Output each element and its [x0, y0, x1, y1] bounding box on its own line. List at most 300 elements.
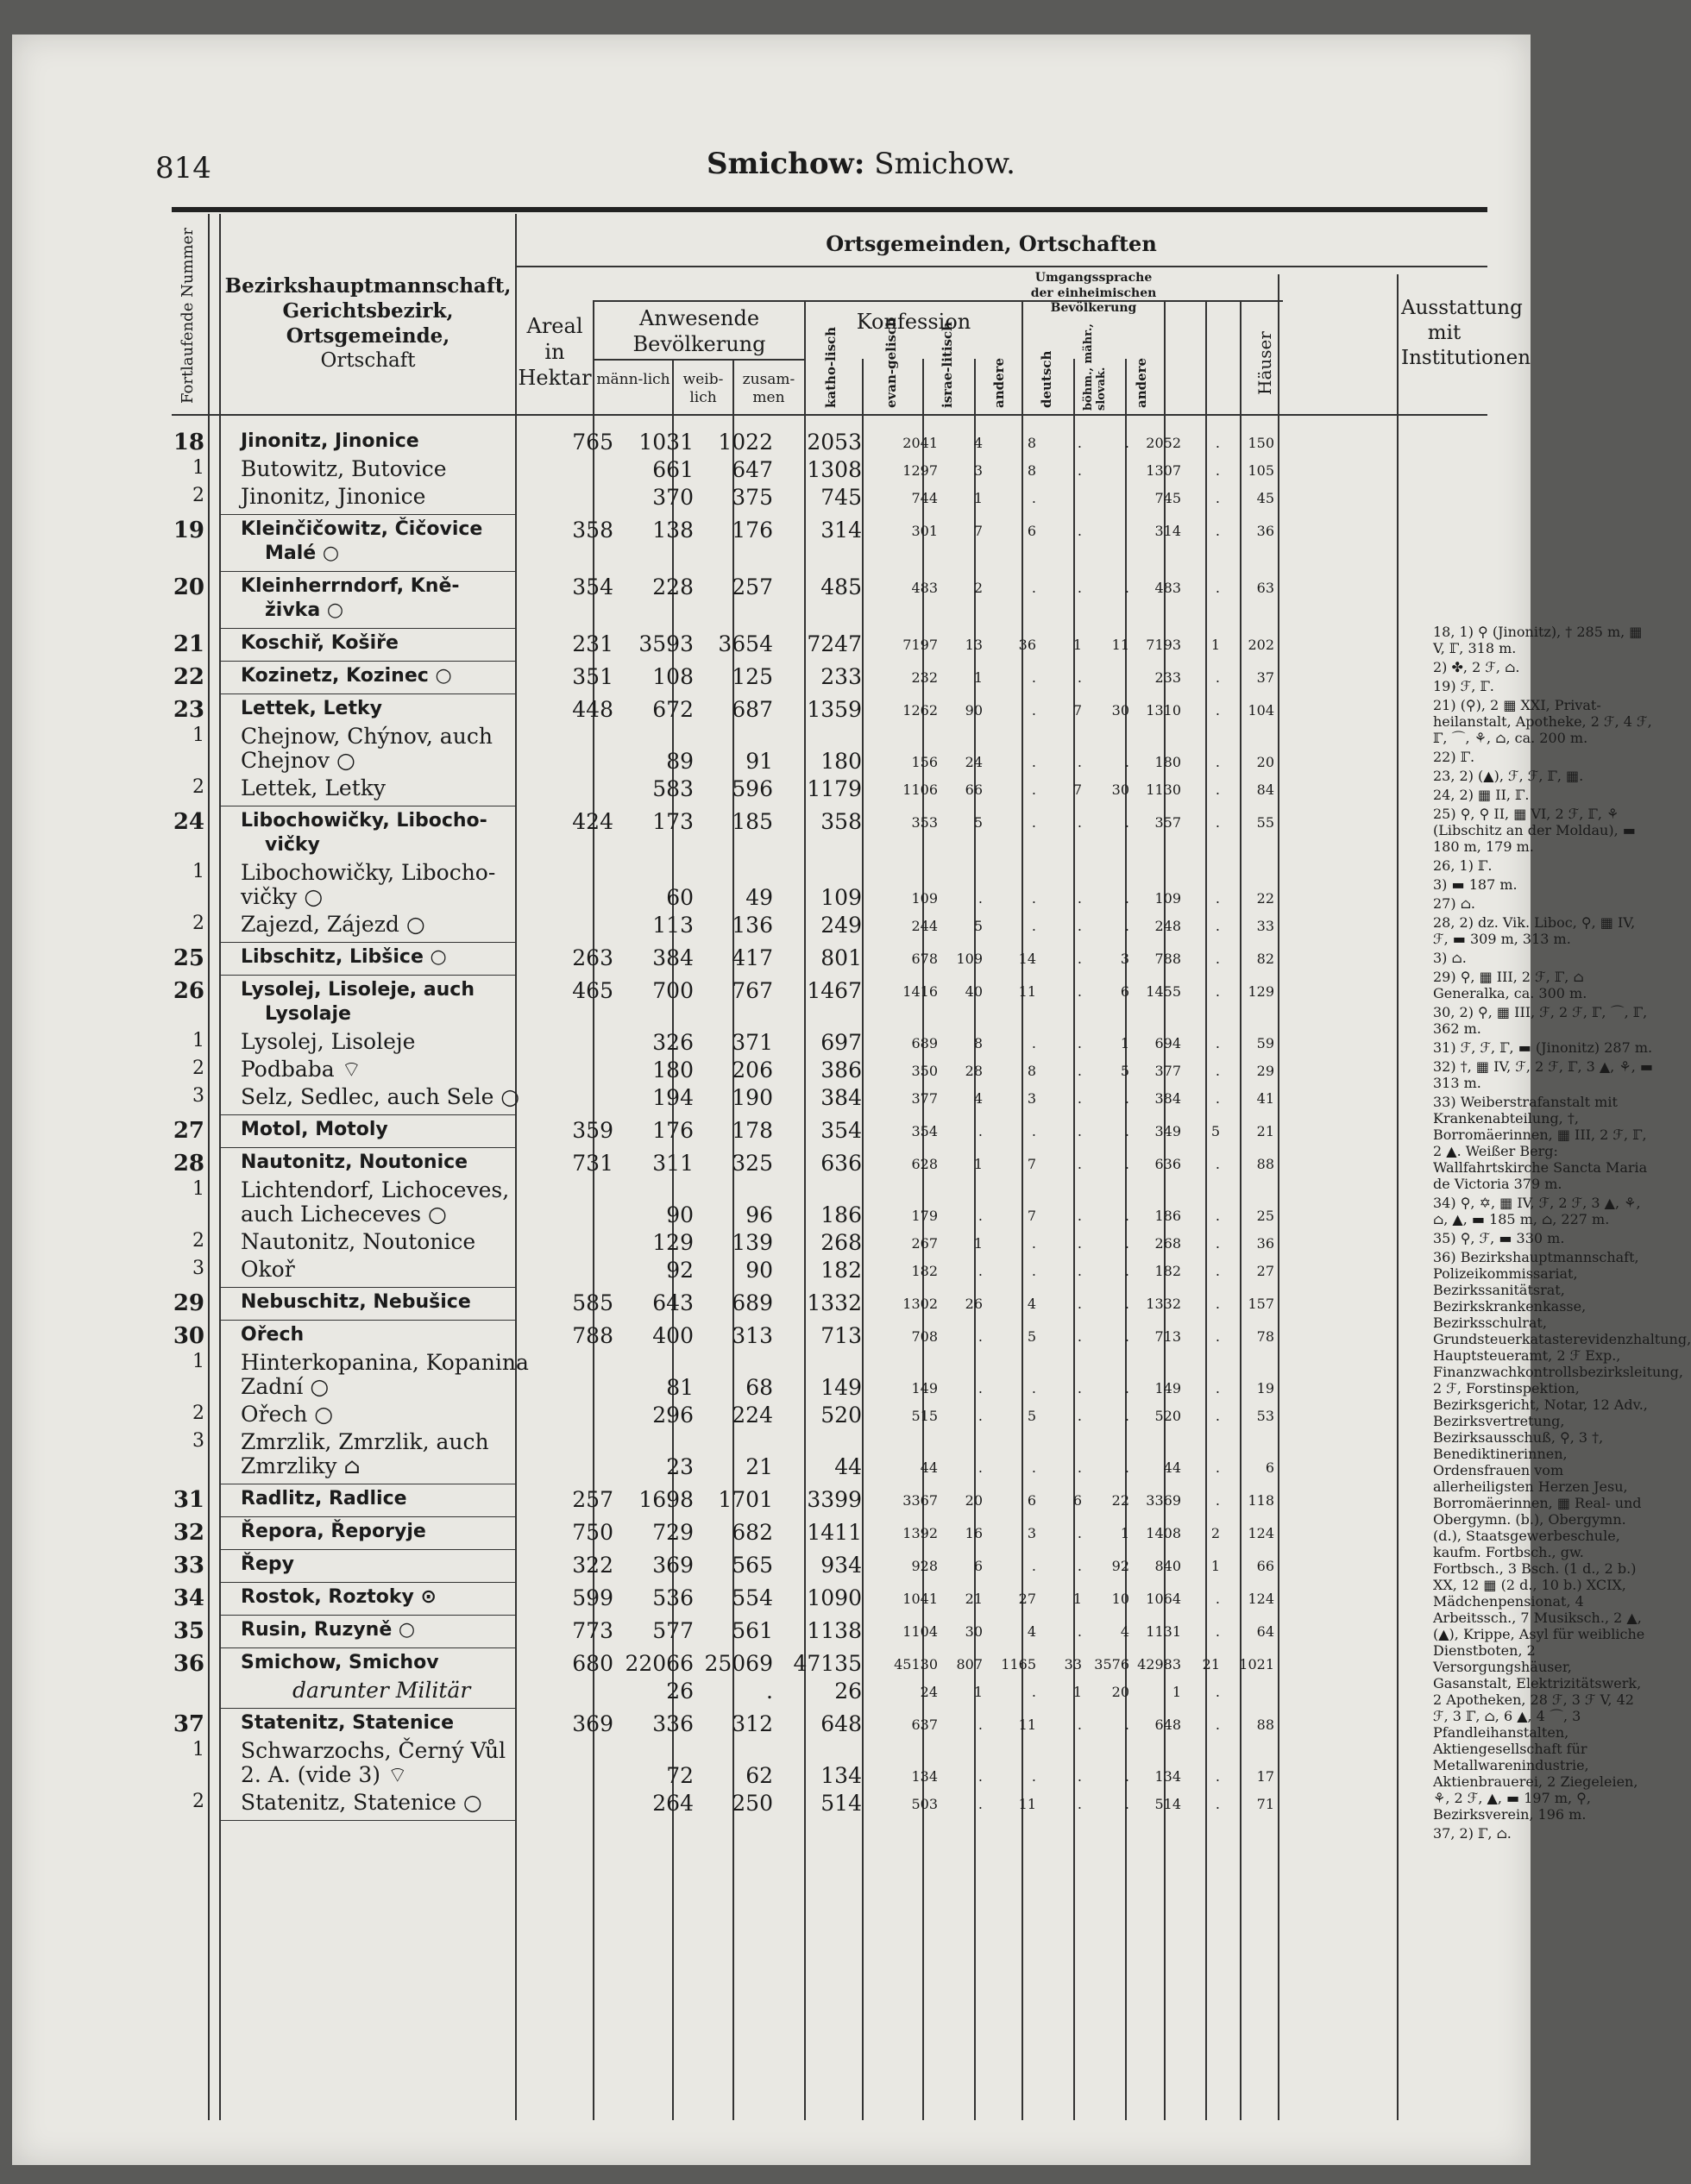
cell-w: 139	[732, 1230, 773, 1255]
cell-h: 36	[1256, 523, 1274, 539]
header-bevoelkerung	[594, 305, 804, 357]
cell-i: 3	[1027, 1525, 1036, 1541]
cell-e: .	[978, 1459, 983, 1476]
header-ausstattung-line: Ausstattung	[1401, 297, 1523, 319]
place-name-line: Butowitz, Butovice	[241, 456, 447, 481]
cell-k: 182	[911, 1263, 938, 1279]
row-number: 2	[192, 1403, 204, 1424]
row-rule	[219, 1820, 515, 1821]
cell-d: .	[1124, 1208, 1129, 1224]
place-name-line: Podbaba ⌔	[241, 1057, 362, 1082]
place-name-line: Zmrzlik, Zmrzlik, auch	[241, 1429, 489, 1454]
cell-t: 1090	[807, 1585, 862, 1610]
place-name-line: Lettek, Letky	[241, 698, 382, 719]
row-number: 1	[192, 457, 204, 479]
cell-w: 689	[732, 1290, 773, 1315]
cell-h: 1021	[1239, 1656, 1274, 1673]
cell-k: 1104	[902, 1623, 938, 1640]
cell-w: 224	[732, 1403, 773, 1428]
header-ausstattung-line: Institutionen	[1401, 346, 1531, 369]
cell-h: 84	[1256, 781, 1274, 798]
cell-de: 788	[1154, 951, 1181, 967]
cell-i: 8	[1027, 462, 1036, 479]
cell-t: 26	[834, 1679, 862, 1704]
cell-w: 312	[732, 1711, 773, 1736]
institution-entry: 26, 1) ℾ.	[1433, 857, 1493, 874]
cell-t: 180	[820, 749, 862, 774]
cell-bo: .	[1215, 1796, 1220, 1812]
cell-h: 29	[1256, 1063, 1274, 1079]
cell-t: 1359	[807, 697, 862, 722]
cell-e: 1	[973, 490, 983, 506]
header-rule	[515, 266, 1487, 267]
row-rule	[219, 1549, 515, 1550]
cell-area: 424	[572, 809, 613, 834]
cell-m: 369	[652, 1553, 694, 1578]
table-row	[172, 1057, 1274, 1085]
cell-t: 713	[820, 1323, 862, 1348]
cell-area: 263	[572, 945, 613, 970]
cell-area: 322	[572, 1553, 613, 1578]
place-name-line: Nautonitz, Noutonice	[241, 1229, 476, 1254]
cell-e: 90	[965, 702, 983, 719]
table-row	[172, 1791, 1274, 1818]
header-andere-sprache: andere	[1134, 357, 1149, 408]
header-bevoelkerung-line: Anwesende	[638, 306, 760, 330]
header-rule	[593, 359, 804, 361]
cell-h: 6	[1265, 1459, 1274, 1476]
cell-e: 20	[965, 1492, 983, 1509]
cell-t: 520	[820, 1403, 862, 1428]
place-name-line: Ořech	[241, 1324, 305, 1346]
cell-bo: 1	[1210, 1558, 1220, 1574]
cell-h: 59	[1256, 1035, 1274, 1051]
cell-w: 91	[745, 749, 773, 774]
place-name-line: Lichtendorf, Lichoceves,	[241, 1177, 510, 1202]
cell-h: 63	[1256, 580, 1274, 596]
table-row	[172, 1711, 1274, 1739]
cell-bo: .	[1215, 1063, 1220, 1079]
table-row	[172, 1290, 1274, 1318]
cell-d: .	[1124, 890, 1129, 907]
cell-de: 483	[1154, 580, 1181, 596]
cell-bo: .	[1215, 1716, 1220, 1733]
cell-a: .	[1077, 1623, 1082, 1640]
place-name	[241, 1030, 594, 1054]
cell-w: 190	[732, 1085, 773, 1110]
cell-e: 1	[973, 1235, 983, 1252]
cell-de: 1307	[1146, 462, 1181, 479]
row-number: 2	[192, 1230, 204, 1252]
place-name-line: Chejnow, Chýnov, auch	[241, 724, 493, 749]
cell-bo: .	[1215, 951, 1220, 967]
cell-t: 1467	[807, 978, 862, 1003]
cell-t: 2053	[807, 430, 862, 455]
row-rule	[219, 975, 515, 976]
cell-i: 5	[1027, 1328, 1036, 1345]
cell-d: .	[1124, 1328, 1129, 1345]
cell-k: 179	[911, 1208, 938, 1224]
cell-m: 173	[652, 809, 694, 834]
cell-m: 113	[652, 913, 694, 938]
cell-h: 17	[1256, 1768, 1274, 1785]
cell-de: 149	[1154, 1380, 1181, 1396]
cell-w: .	[766, 1679, 773, 1704]
cell-e: 2	[973, 580, 983, 596]
cell-i: 11	[1018, 983, 1036, 1000]
cell-e: 3	[973, 462, 983, 479]
place-name	[241, 861, 594, 909]
table-row	[172, 1520, 1274, 1547]
cell-w: 682	[732, 1520, 773, 1545]
cell-a: 6	[1072, 1492, 1082, 1509]
cell-i: .	[1031, 580, 1036, 596]
cell-e: .	[978, 1768, 983, 1785]
cell-m: 26	[666, 1679, 694, 1704]
place-name-line: Rostok, Roztoky ⊙	[241, 1586, 437, 1608]
cell-a: 1	[1072, 1684, 1082, 1700]
cell-m: 60	[666, 885, 694, 910]
cell-m: 194	[652, 1085, 694, 1110]
institution-entry: 2) ✤, 2 ℱ, ⌂.	[1433, 659, 1520, 675]
row-number: 23	[173, 697, 204, 723]
row-number: 25	[173, 945, 204, 971]
table-row	[172, 913, 1274, 940]
cell-e: 13	[965, 637, 983, 653]
row-number: 29	[173, 1290, 204, 1316]
cell-h: 82	[1256, 951, 1274, 967]
cell-d: 11	[1111, 637, 1129, 653]
cell-i: .	[1031, 1558, 1036, 1574]
cell-de: 186	[1154, 1208, 1181, 1224]
cell-m: 661	[652, 457, 694, 482]
cell-w: 3654	[718, 631, 773, 656]
row-number: 22	[173, 664, 204, 690]
cell-h: 55	[1256, 814, 1274, 831]
place-name-line: Lysolej, Lisoleje	[241, 1029, 416, 1054]
header-andere: andere	[991, 357, 1007, 408]
institution-entry: 3) ⌂.	[1433, 950, 1467, 966]
place-name-line: Libochowičky, Libocho-	[241, 860, 496, 885]
cell-m: 81	[666, 1375, 694, 1400]
cell-de: 514	[1154, 1796, 1181, 1812]
cell-w: 68	[745, 1375, 773, 1400]
header-deutsch: deutsch	[1039, 350, 1054, 408]
cell-t: 47135	[793, 1651, 862, 1676]
row-number: 36	[173, 1651, 204, 1677]
cell-w: 647	[732, 457, 773, 482]
cell-t: 3399	[807, 1487, 862, 1512]
cell-w: 178	[732, 1118, 773, 1143]
cell-m: 23	[666, 1454, 694, 1479]
cell-t: 648	[820, 1711, 862, 1736]
cell-bo: .	[1215, 1591, 1220, 1607]
cell-w: 49	[745, 885, 773, 910]
cell-d: .	[1124, 918, 1129, 934]
cell-de: 248	[1154, 918, 1181, 934]
page-number: 814	[155, 151, 211, 185]
cell-d: 30	[1111, 702, 1129, 719]
cell-e: 8	[973, 1035, 983, 1051]
cell-k: 3367	[902, 1492, 938, 1509]
row-rule	[219, 1516, 515, 1517]
place-name	[241, 1679, 646, 1703]
cell-e: 26	[965, 1296, 983, 1312]
cell-area: 354	[572, 574, 613, 599]
cell-bo: .	[1215, 1296, 1220, 1312]
cell-a: .	[1077, 1035, 1082, 1051]
cell-d: .	[1124, 1408, 1129, 1424]
cell-d: .	[1124, 1768, 1129, 1785]
cell-t: 354	[820, 1118, 862, 1143]
row-number: 34	[173, 1585, 204, 1611]
cell-i: .	[1031, 814, 1036, 831]
cell-area: 231	[572, 631, 613, 656]
place-name-line: Řepy	[241, 1553, 294, 1575]
cell-a: .	[1077, 1525, 1082, 1541]
place-name-line: Statenitz, Statenice	[241, 1712, 454, 1734]
cell-m: 643	[652, 1290, 694, 1315]
cell-k: 483	[911, 580, 938, 596]
row-number: 18	[173, 430, 204, 455]
cell-i: 11	[1018, 1716, 1036, 1733]
cell-m: 577	[652, 1618, 694, 1643]
cell-k: 350	[911, 1063, 938, 1079]
cell-a: .	[1077, 1090, 1082, 1107]
cell-w: 1022	[718, 430, 773, 455]
cell-e: 30	[965, 1623, 983, 1640]
cell-t: 7247	[807, 631, 862, 656]
cell-area: 358	[572, 518, 613, 543]
cell-w: 596	[732, 776, 773, 801]
header-boehm: böhm., mähr., slovak.	[1082, 323, 1108, 411]
cell-w: 206	[732, 1057, 773, 1083]
cell-a: 1	[1072, 637, 1082, 653]
cell-a: 33	[1064, 1656, 1082, 1673]
cell-de: 349	[1154, 1123, 1181, 1139]
cell-bo: .	[1215, 1408, 1220, 1424]
cell-t: 745	[820, 485, 862, 510]
cell-m: 536	[652, 1585, 694, 1610]
place-name-line: vičky ○	[241, 884, 324, 909]
cell-a: .	[1077, 1328, 1082, 1345]
cell-h: 157	[1248, 1296, 1274, 1312]
cell-d: 3	[1120, 951, 1129, 967]
cell-k: 7197	[902, 637, 938, 653]
cell-k: 689	[911, 1035, 938, 1051]
cell-t: 485	[820, 574, 862, 599]
cell-a: .	[1077, 580, 1082, 596]
cell-e: .	[978, 1796, 983, 1812]
cell-k: 515	[911, 1408, 938, 1424]
cell-i: .	[1031, 918, 1036, 934]
cell-e: 40	[965, 983, 983, 1000]
cell-e: 66	[965, 781, 983, 798]
cell-h: 22	[1256, 890, 1274, 907]
cell-d: .	[1124, 1123, 1129, 1139]
cell-t: 314	[820, 518, 862, 543]
place-name-line: Smichow, Smichov	[241, 1652, 439, 1673]
place-name-line: 2. A. (vide 3) ⌔	[241, 1762, 408, 1787]
cell-d: .	[1124, 1459, 1129, 1476]
place-name	[241, 1403, 594, 1427]
cell-i: 4	[1027, 1296, 1036, 1312]
row-rule	[219, 1647, 515, 1648]
place-name-line: Kleinčičowitz, Čičovice	[241, 518, 483, 540]
cell-a: .	[1077, 1558, 1082, 1574]
cell-a: .	[1077, 1208, 1082, 1224]
table-row	[172, 1487, 1274, 1515]
cell-bo: 21	[1202, 1656, 1220, 1673]
cell-t: 1179	[807, 776, 862, 801]
cell-k: 503	[911, 1796, 938, 1812]
cell-d: 10	[1111, 1591, 1129, 1607]
cell-k: 928	[911, 1558, 938, 1574]
cell-e: 16	[965, 1525, 983, 1541]
table-row	[172, 1739, 1274, 1791]
table-row	[172, 776, 1274, 804]
header-ausstattung-line: mit	[1427, 321, 1462, 344]
cell-de: 1131	[1146, 1623, 1181, 1640]
cell-de: 7193	[1146, 637, 1181, 653]
institution-entry: 32) †, ▦ IV, ℱ, 2 ℱ, ℾ, 3 ▲, ⚘, ▬ 313 m.	[1433, 1058, 1653, 1091]
cell-w: 417	[732, 945, 773, 970]
cell-a: .	[1077, 918, 1082, 934]
place-name	[241, 776, 594, 800]
cell-k: 244	[911, 918, 938, 934]
place-name	[241, 1791, 594, 1815]
cell-bo: .	[1215, 580, 1220, 596]
header-umgangssprache-line: Umgangssprache	[1034, 271, 1153, 285]
cell-i: 8	[1027, 435, 1036, 451]
cell-k: 232	[911, 669, 938, 686]
place-name-line: Řepora, Řeporyje	[241, 1521, 426, 1542]
row-number: 20	[173, 574, 204, 600]
cell-d: .	[1124, 1235, 1129, 1252]
place-name-line: Kleinherrndorf, Kně-	[241, 575, 460, 597]
cell-m: 400	[652, 1323, 694, 1348]
place-name-line: Rusin, Ruzyně ○	[241, 1619, 416, 1641]
header-bezirk-line: Ortsgemeinde,	[286, 323, 450, 348]
cell-bo: .	[1215, 1035, 1220, 1051]
row-rule	[219, 1147, 515, 1148]
cell-h: 71	[1256, 1796, 1274, 1812]
cell-a: .	[1077, 462, 1082, 479]
page-title	[707, 147, 1015, 181]
place-name	[241, 1085, 594, 1109]
cell-h: 19	[1256, 1380, 1274, 1396]
place-name-line: Nautonitz, Noutonice	[241, 1152, 468, 1173]
header-bezirk-line: Gerichtsbezirk,	[282, 298, 454, 323]
cell-i: .	[1031, 490, 1036, 506]
header-haeuser: Häuser	[1254, 331, 1275, 395]
cell-w: 136	[732, 913, 773, 938]
cell-de: 1310	[1146, 702, 1181, 719]
row-number: 27	[173, 1118, 204, 1144]
cell-de: 840	[1154, 1558, 1181, 1574]
institution-entry: 3) ▬ 187 m.	[1433, 876, 1518, 893]
cell-i: 36	[1018, 637, 1036, 653]
place-name-line: Zajezd, Zájezd ○	[241, 912, 425, 937]
institution-entry: 29) ⚲, ▦ III, 2 ℱ, ℾ, ⌂ Generalka, ca. 300 m.	[1433, 969, 1587, 1001]
cell-m: 1031	[638, 430, 694, 455]
cell-area: 750	[572, 1520, 613, 1545]
place-name	[241, 1430, 594, 1478]
cell-a: .	[1077, 890, 1082, 907]
place-name-line: Malé ○	[265, 543, 340, 564]
row-number: 1	[192, 1351, 204, 1372]
cell-m: 89	[666, 749, 694, 774]
cell-k: 377	[911, 1090, 938, 1107]
institution-entry: 37, 2) ℾ, ⌂.	[1433, 1825, 1512, 1842]
cell-bo: .	[1215, 1156, 1220, 1172]
table-row	[172, 1258, 1274, 1285]
cell-w: 313	[732, 1323, 773, 1348]
cell-h: 104	[1248, 702, 1274, 719]
cell-m: 326	[652, 1030, 694, 1055]
cell-i: 1165	[1001, 1656, 1036, 1673]
institution-entry: 27) ⌂.	[1433, 895, 1475, 912]
cell-area: 257	[572, 1487, 613, 1512]
cell-e: 5	[973, 918, 983, 934]
table-row	[172, 1403, 1274, 1430]
table-row	[172, 518, 1274, 569]
cell-de: 182	[1154, 1263, 1181, 1279]
cell-m: 129	[652, 1230, 694, 1255]
place-name-line: Lysolaje	[265, 1003, 351, 1025]
cell-bo: 5	[1210, 1123, 1220, 1139]
header-umgangssprache-line: Bevölkerung	[1050, 301, 1137, 315]
cell-i: .	[1031, 1035, 1036, 1051]
row-rule	[219, 1320, 515, 1321]
cell-d: .	[1124, 1090, 1129, 1107]
cell-de: 3369	[1146, 1492, 1181, 1509]
row-rule	[219, 1287, 515, 1288]
cell-m: 384	[652, 945, 694, 970]
cell-k: 301	[911, 523, 938, 539]
cell-area: 599	[572, 1585, 613, 1610]
cell-k: 24	[920, 1684, 938, 1700]
cell-k: 708	[911, 1328, 938, 1345]
cell-d: .	[1124, 1380, 1129, 1396]
row-rule	[219, 1114, 515, 1115]
cell-w: 565	[732, 1553, 773, 1578]
cell-k: 2041	[902, 435, 938, 451]
cell-k: 353	[911, 814, 938, 831]
cell-w: 257	[732, 574, 773, 599]
cell-w: 1701	[718, 1487, 773, 1512]
table-row	[172, 631, 1274, 659]
row-number: 32	[173, 1520, 204, 1546]
cell-i: 11	[1018, 1796, 1036, 1812]
cell-h: 41	[1256, 1090, 1274, 1107]
place-name-line: Motol, Motoly	[241, 1119, 388, 1140]
row-rule	[219, 1708, 515, 1709]
table-row	[172, 1230, 1274, 1258]
header-bezirk-line: Ortschaft	[320, 349, 416, 373]
row-number: 37	[173, 1711, 204, 1737]
cell-d: 4	[1120, 1623, 1129, 1640]
cell-m: 336	[652, 1711, 694, 1736]
cell-k: 628	[911, 1156, 938, 1172]
cell-m: 3593	[638, 631, 694, 656]
cell-bo: .	[1215, 669, 1220, 686]
cell-t: 384	[820, 1085, 862, 1110]
cell-de: 233	[1154, 669, 1181, 686]
table-row	[172, 725, 1274, 776]
cell-w: 185	[732, 809, 773, 834]
table-row	[172, 1085, 1274, 1113]
